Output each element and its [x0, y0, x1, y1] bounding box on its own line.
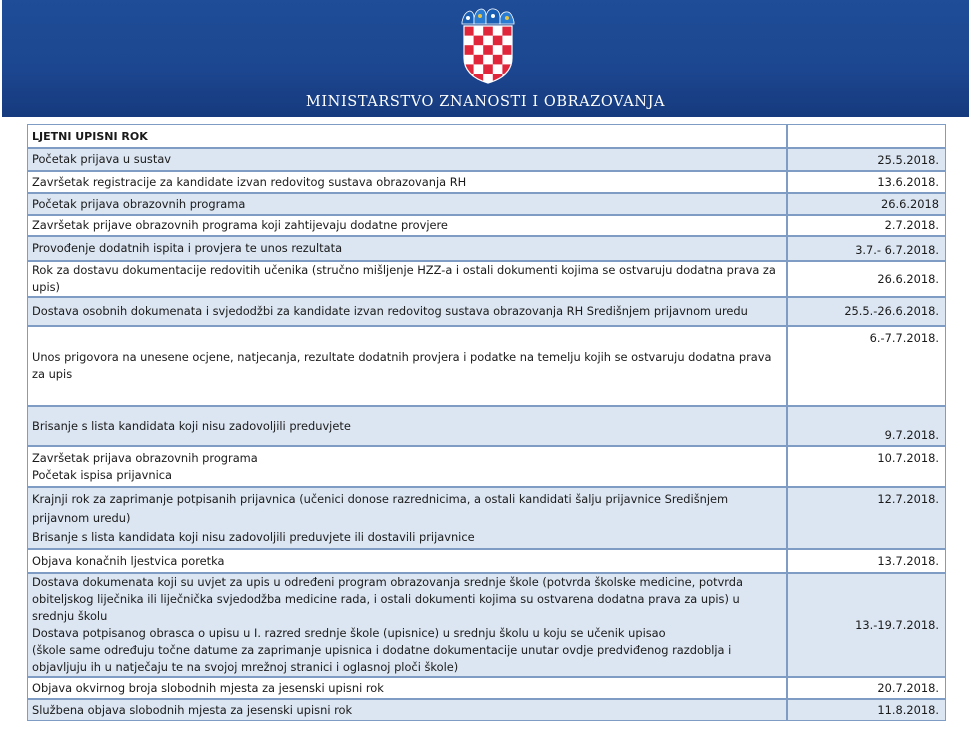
table-header-date-cell — [787, 124, 946, 148]
table-row — [27, 406, 946, 446]
table-row — [27, 699, 946, 721]
row-label: Brisanje s lista kandidata koji nisu zadovoljili preduvjete — [27, 406, 787, 446]
table-row — [27, 446, 946, 487]
row-label: Završetak prijave obrazovnih programa koji zahtijevaju dodatne provjere — [27, 215, 787, 236]
row-date: 10.7.2018. — [787, 446, 946, 487]
row-date: 11.8.2018. — [787, 699, 946, 721]
row-date: 13.-19.7.2018. — [787, 573, 946, 677]
row-label: Dostava dokumenata koji su uvjet za upis u određeni program obrazovanja srednje škole (potvrda školske medicine, potvrda obiteljskog liječnika ili liječnička svjedodžba medicine rada, i ostali dokumenti kojima su ostvarena dodatna prava za upis) u srednju školu Dostava potpisanog obrasca o upisu u I. razred srednje škole (upisnice) u srednju školu u koju se učenik upisao (škole same određuju točne datume za zaprimanje upisnica i dodatne dokumentacije unutar ovdje predviđenog razdoblja i objavljuju ih u natječaju te na svojoj mrežnoj stranici i oglasnoj ploči škole) — [27, 573, 787, 677]
table-row — [27, 549, 946, 573]
table-row — [27, 573, 946, 677]
row-date: 26.6.2018 — [787, 193, 946, 215]
row-label: Službena objava slobodnih mjesta za jesenski upisni rok — [27, 699, 787, 721]
table-header-row — [27, 124, 946, 148]
row-date: 13.7.2018. — [787, 549, 946, 573]
table-row — [27, 236, 946, 261]
row-date: 3.7.- 6.7.2018. — [787, 236, 946, 261]
row-label: Rok za dostavu dokumentacije redovitih učenika (stručno mišljenje HZZ-a i ostali dokumenti kojima se ostvaruju dodatna prava za upis) — [27, 261, 787, 297]
coat-of-arms-icon — [458, 8, 518, 84]
table-row — [27, 171, 946, 193]
table-row — [27, 326, 946, 406]
schedule-table — [27, 124, 946, 721]
row-label: Dostava osobnih dokumenata i svjedodžbi za kandidate izvan redovitog sustava obrazovanja RH Središnjem prijavnom uredu — [27, 297, 787, 326]
ministry-title: MINISTARSTVO ZNANOSTI I OBRAZOVANJA — [305, 94, 666, 110]
row-label: Objava konačnih ljestvica poretka — [27, 549, 787, 573]
row-date: 9.7.2018. — [787, 406, 946, 446]
table-row — [27, 261, 946, 297]
row-label: Početak prijava obrazovnih programa — [27, 193, 787, 215]
row-date: 25.5.-26.6.2018. — [787, 297, 946, 326]
row-date: 26.6.2018. — [787, 261, 946, 297]
row-date: 6.-7.7.2018. — [787, 326, 946, 406]
table-row — [27, 148, 946, 171]
row-date: 20.7.2018. — [787, 677, 946, 699]
row-date: 13.6.2018. — [787, 171, 946, 193]
row-label: Početak prijava u sustav — [27, 148, 787, 171]
table-row — [27, 487, 946, 549]
row-label: Objava okvirnog broja slobodnih mjesta za jesenski upisni rok — [27, 677, 787, 699]
row-date: 2.7.2018. — [787, 215, 946, 236]
table-row — [27, 215, 946, 236]
table-title: LJETNI UPISNI ROK — [27, 124, 787, 148]
row-label: Završetak prijava obrazovnih programa Početak ispisa prijavnica — [27, 446, 787, 487]
table-row — [27, 193, 946, 215]
row-label: Unos prigovora na unesene ocjene, natjecanja, rezultate dodatnih provjera i podatke na temelju kojih se ostvaruju dodatna prava za upis — [27, 326, 787, 406]
row-label: Provođenje dodatnih ispita i provjera te unos rezultata — [27, 236, 787, 261]
row-label: Završetak registracije za kandidate izvan redovitog sustava obrazovanja RH — [27, 171, 787, 193]
schedule-table-container — [27, 124, 944, 721]
table-row — [27, 677, 946, 699]
row-date: 25.5.2018. — [787, 148, 946, 171]
row-date: 12.7.2018. — [787, 487, 946, 549]
header-banner — [2, 0, 969, 117]
row-label: Krajnji rok za zaprimanje potpisanih prijavnica (učenici donose razrednicima, a ostali kandidati šalju prijavnice Središnjem prijavnom uredu) Brisanje s lista kandidata koji nisu zadovoljili preduvjete ili dostavili prijavnice — [27, 487, 787, 549]
table-row — [27, 297, 946, 326]
